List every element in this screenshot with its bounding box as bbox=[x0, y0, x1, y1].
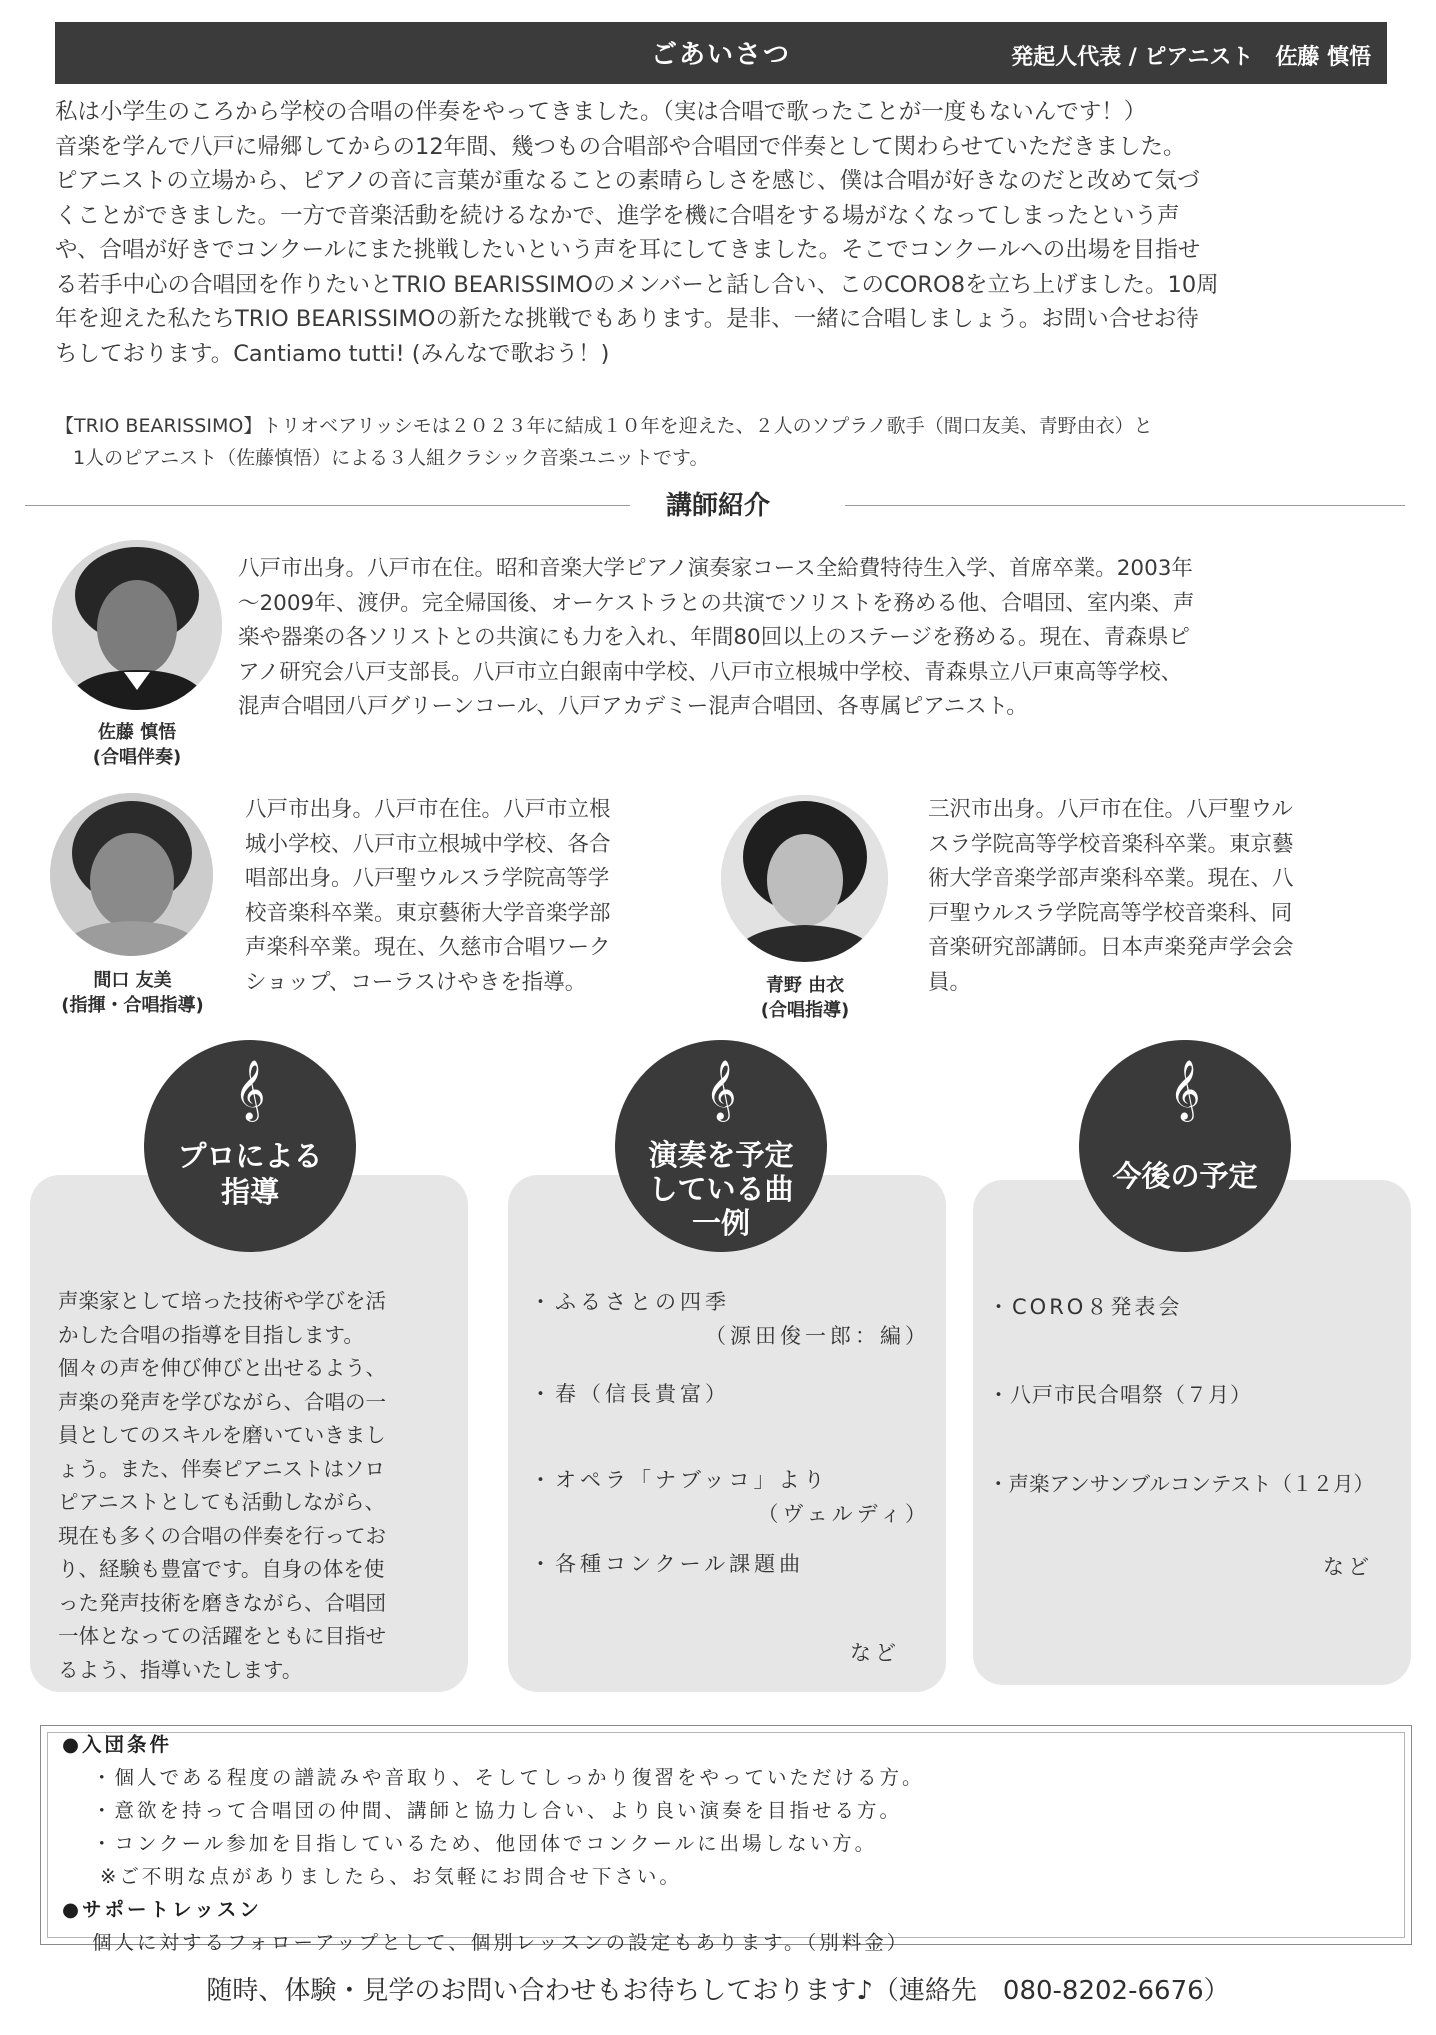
bio-line: 校音楽科卒業。東京藝術大学音楽学部 bbox=[245, 900, 611, 926]
schedule-item: ・CORO８発表会 bbox=[988, 1295, 1183, 1319]
bio-line: 術大学音楽学部声楽科卒業。現在、八 bbox=[928, 866, 1294, 891]
treble-clef-icon: 𝄞 bbox=[234, 1060, 266, 1120]
aono-role: (合唱指導) bbox=[760, 1000, 850, 1021]
maguchi-role: (指揮・合唱指導) bbox=[61, 995, 204, 1016]
maguchi-name: 間口 友美 bbox=[93, 970, 172, 991]
sato-name: 佐藤 慎悟 bbox=[97, 722, 177, 743]
bio-line: 声楽科卒業。現在、久慈市合唱ワーク bbox=[245, 935, 611, 960]
greeting-line: や、合唱が好きでコンクールにまた挑戦したいという声を耳にしてきました。そこでコンクールへの出場を目指せ bbox=[55, 237, 1201, 263]
greeting-line: 音楽を学んで八戸に帰郷してからの12年間、幾つもの合唱部や合唱団で伴奏として関わらせていただきました。 bbox=[55, 133, 1186, 160]
songs-badge bbox=[615, 1040, 827, 1252]
sato-portrait bbox=[52, 540, 222, 710]
greeting-title: ごあいさつ bbox=[650, 40, 791, 70]
divider-right bbox=[845, 505, 1405, 506]
person-icon bbox=[721, 795, 888, 962]
conditions-text bbox=[62, 1728, 1392, 1959]
songs-etc: など bbox=[850, 1641, 900, 1665]
support-text: 個人に対するフォローアップとして、個別レッスンの設定もあります。（別料金） bbox=[92, 1931, 910, 1954]
song-item-sub: （ヴェルディ） bbox=[757, 1502, 930, 1526]
trio-note-line: 【TRIO BEARISSIMO】トリオベアリッシモは２０２３年に結成１０年を迎えた、２人のソプラノ歌手（間口友美、青野由衣）と bbox=[55, 415, 1153, 437]
bio-line: 唱部出身。八戸聖ウルスラ学院高等学 bbox=[245, 866, 610, 891]
greeting-line: ピアニストの立場から、ピアノの音に言葉が重なることの素晴らしさを感じ、僕は合唱が好きなのだと改めて気づ bbox=[55, 168, 1200, 194]
bio-line: 三沢市出身。八戸市在住。八戸聖ウル bbox=[928, 797, 1293, 822]
songs-title: 演奏を予定 している曲 一例 bbox=[648, 1138, 794, 1240]
instructors-title: 講師紹介 bbox=[665, 491, 770, 521]
schedule-title: 今後の予定 bbox=[1112, 1159, 1258, 1193]
person-icon bbox=[50, 793, 213, 956]
maguchi-name-block bbox=[30, 968, 235, 1018]
conditions-heading: ●入団条件 bbox=[62, 1733, 173, 1756]
songs-list bbox=[530, 1286, 930, 1578]
sato-bio bbox=[238, 552, 1194, 725]
greeting-body bbox=[55, 95, 1390, 371]
support-heading: ●サポートレッスン bbox=[62, 1898, 262, 1921]
bio-line: ショップ、コーラスけやきを指導。 bbox=[245, 969, 587, 995]
greeting-line: ちしております。Cantiamo tutti! (みんなで歌おう！) bbox=[55, 340, 610, 367]
bio-line: 八戸市出身。八戸市在住。昭和音楽大学ピアノ演奏家コース全給費特待生入学、首席卒業。2003年 bbox=[238, 556, 1193, 581]
song-item: ・各種コンクール課題曲 bbox=[530, 1552, 805, 1576]
pro-guidance-text: 声楽家として培った技術や学びを活 かした合唱の指導を目指します。 個々の声を伸び伸びと出せるよう、 声楽の発声を学びながら、合唱の一 員としてのスキルを磨いていきまし ょう。また、伴奏ピアニストはソロ ピアニストとしても活動しながら、 現在も多くの合唱の伴奏を行ってお り、経験も豊富です。自身の体を使 った発声技術を磨きながら、合唱団 一体となっての活躍をともに目指せ るよう、指導いたします。 bbox=[58, 1289, 386, 1682]
aono-name: 青野 由衣 bbox=[765, 975, 845, 996]
bio-line: 混声合唱団八戸グリーンコール、八戸アカデミー混声合唱団、各専属ピアニスト。 bbox=[238, 694, 1028, 719]
schedule-item: ・声楽アンサンブルコンテスト（１２月） bbox=[988, 1472, 1375, 1496]
bio-line: 員。 bbox=[928, 969, 972, 995]
bio-line: スラ学院高等学校音楽科卒業。東京藝 bbox=[928, 831, 1294, 857]
condition-item: ・コンクール参加を目指しているため、他団体でコンクールに出場しない方。 bbox=[92, 1832, 878, 1855]
greeting-line: 年を迎えた私たちTRIO BEARISSIMOの新たな挑戦でもあります。是非、一緒に合唱しましょう。お問い合せお待 bbox=[55, 306, 1199, 332]
treble-clef-icon: 𝄞 bbox=[705, 1060, 737, 1120]
schedule-item: ・八戸市民合唱祭（７月） bbox=[988, 1383, 1252, 1407]
condition-note: ※ご不明な点がありましたら、お気軽にお問合せ下さい。 bbox=[100, 1865, 682, 1888]
sato-name-block bbox=[42, 720, 232, 770]
bio-line: アノ研究会八戸支部長。八戸市立白銀南中学校、八戸市立根城中学校、青森県立八戸東高等学校、 bbox=[238, 659, 1183, 685]
condition-item: ・意欲を持って合唱団の仲間、講師と協力し合い、より良い演奏を目指せる方。 bbox=[92, 1799, 903, 1822]
bio-line: 城小学校、八戸市立根城中学校、各合 bbox=[245, 831, 611, 857]
pro-guidance-title: プロによる 指導 bbox=[177, 1139, 323, 1209]
aono-portrait bbox=[721, 795, 888, 962]
aono-name-block bbox=[715, 973, 895, 1023]
bio-line: 音楽研究部講師。日本声楽発声学会会 bbox=[928, 935, 1294, 960]
treble-clef-icon: 𝄞 bbox=[1169, 1060, 1201, 1120]
footer-contact: 随時、体験・見学のお問い合わせもお待ちしております♪（連絡先 080-8202-6676） bbox=[206, 1976, 1230, 2006]
pro-guidance-badge bbox=[144, 1040, 356, 1252]
schedule-etc: など bbox=[1323, 1555, 1373, 1579]
song-item: ・ふるさとの四季 bbox=[530, 1290, 730, 1314]
schedule-badge bbox=[1079, 1040, 1291, 1252]
greeting-line: 私は小学生のころから学校の合唱の伴奏をやってきました。（実は合唱で歌ったことが一度もないんです！） bbox=[55, 99, 1147, 125]
person-icon bbox=[52, 540, 222, 710]
bio-line: 戸聖ウルスラ学院高等学校音楽科、同 bbox=[928, 900, 1293, 926]
song-item: ・オペラ「ナブッコ」より bbox=[530, 1468, 829, 1492]
divider-left bbox=[25, 505, 630, 506]
trio-note-line: 1人のピアニスト（佐藤慎悟）による３人組クラシック音楽ユニットです。 bbox=[73, 447, 709, 469]
song-item-sub: （源田俊一郎：編） bbox=[705, 1324, 930, 1348]
condition-item: ・個人である程度の譜読みや音取り、そしてしっかり復習をやっていただける方。 bbox=[92, 1766, 925, 1789]
greeting-line: くことができました。一方で音楽活動を続けるなかで、進学を機に合唱をする場がなくなってしまったという声 bbox=[55, 202, 1180, 229]
greeting-signature: 発起人代表 / ピアニスト 佐藤 慎悟 bbox=[1011, 45, 1371, 70]
bio-line: 楽や器楽の各ソリストとの共演にも力を入れ、年間80回以上のステージを務める。現在、青森県ピ bbox=[238, 625, 1190, 650]
bio-line: 〜2009年、渡伊。完全帰国後、オーケストラとの共演でソリストを務める他、合唱団、室内楽、声 bbox=[238, 590, 1195, 616]
maguchi-bio bbox=[245, 793, 611, 1000]
sato-role: (合唱伴奏) bbox=[92, 747, 182, 768]
greeting-line: る若手中心の合唱団を作りたいとTRIO BEARISSIMOのメンバーと話し合い、このCORO8を立ち上げました。10周 bbox=[55, 271, 1219, 298]
schedule-list bbox=[988, 1291, 1408, 1497]
greeting-header bbox=[55, 22, 1387, 84]
song-item: ・春（信長貴富） bbox=[530, 1382, 730, 1406]
trio-note bbox=[55, 410, 1405, 474]
maguchi-portrait bbox=[50, 793, 213, 956]
aono-bio bbox=[928, 793, 1294, 1000]
bio-line: 八戸市出身。八戸市在住。八戸市立根 bbox=[245, 797, 611, 822]
